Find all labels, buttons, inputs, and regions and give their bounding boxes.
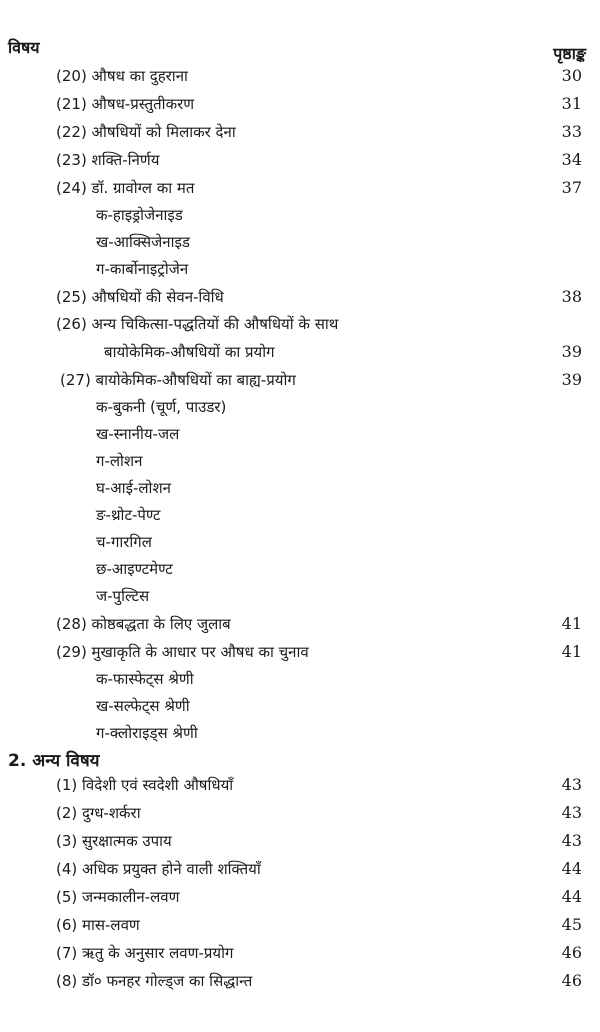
toc-entry-title: (3) सुरक्षात्मक उपाय	[56, 832, 172, 850]
toc-row	[0, 421, 600, 447]
toc-page-number: 37	[561, 178, 582, 197]
toc-entry-title: (21) औषध-प्रस्तुतीकरण	[56, 95, 195, 113]
toc-page-number: 33	[561, 122, 582, 141]
toc-entry-title: ख-आक्सिजेनाइड	[96, 233, 190, 251]
toc-page-number: 38	[561, 287, 582, 306]
toc-page-number: 31	[561, 94, 582, 113]
toc-row	[0, 720, 600, 746]
toc-entry-title: (7) ऋतु के अनुसार लवण-प्रयोग	[56, 944, 234, 962]
toc-entry-title: ख-सल्फेट्स श्रेणी	[96, 697, 190, 715]
toc-page-number: 41	[561, 614, 582, 633]
toc-entry-title: (25) औषधियों की सेवन-विधि	[56, 288, 224, 306]
toc-row	[0, 556, 600, 582]
toc-entry-title: (27) बायोकेमिक-औषधियों का बाह्य-प्रयोग	[60, 371, 296, 389]
toc-page-number: 46	[561, 971, 582, 990]
toc-entry-title: (24) डॉ. ग्रावोग्ल का मत	[56, 179, 195, 197]
toc-entry-title: (1) विदेशी एवं स्वदेशी औषधियाँ	[56, 776, 234, 794]
toc-page-number: 43	[561, 775, 582, 794]
toc-row	[0, 666, 600, 692]
toc-entry-title: बायोकेमिक-औषधियों का प्रयोग	[104, 343, 275, 361]
toc-row	[0, 256, 600, 282]
toc-row	[0, 968, 600, 994]
toc-entry-title: ज-पुल्टिस	[96, 587, 150, 605]
toc-row	[0, 940, 600, 966]
toc-row	[0, 884, 600, 910]
subject-header: विषय	[8, 38, 40, 57]
toc-entry-title: (29) मुखाकृति के आधार पर औषध का चुनाव	[56, 643, 309, 661]
toc-entry-title: (28) कोष्ठबद्धता के लिए जुलाब	[56, 615, 231, 633]
toc-row	[0, 611, 600, 637]
toc-entry-title: (20) औषध का दुहराना	[56, 67, 188, 85]
toc-row	[0, 394, 600, 420]
toc-page-number: 41	[561, 642, 582, 661]
toc-row	[0, 339, 600, 365]
toc-row	[0, 912, 600, 938]
toc-row	[0, 229, 600, 255]
toc-entry-title: (5) जन्मकालीन-लवण	[56, 888, 180, 906]
toc-row	[0, 311, 600, 337]
toc-page-number: 43	[561, 803, 582, 822]
toc-entry-title: ख-स्नानीय-जल	[96, 425, 180, 443]
toc-row	[0, 583, 600, 609]
toc-entry-title: (2) दुग्ध-शर्करा	[56, 804, 141, 822]
toc-page-number: 44	[561, 887, 582, 906]
toc-entry-title: ग-कार्बोनाइट्रोजेन	[96, 260, 189, 278]
page-number-header: पृष्ठाङ्क	[553, 44, 586, 63]
toc-entry-title: च-गारगिल	[96, 533, 152, 551]
toc-page-number: 45	[561, 915, 582, 934]
toc-row	[0, 284, 600, 310]
toc-entry-title: ङ-थ्रोट-पेण्ट	[96, 506, 161, 524]
toc-row	[0, 175, 600, 201]
toc-entry-title: (4) अधिक प्रयुक्त होने वाली शक्तियाँ	[56, 860, 261, 878]
toc-entry-title: (22) औषधियों को मिलाकर देना	[56, 123, 236, 141]
toc-page-number: 34	[561, 150, 582, 169]
toc-row	[0, 800, 600, 826]
toc-row	[0, 63, 600, 89]
toc-row	[0, 202, 600, 228]
toc-entry-title: (26) अन्य चिकित्सा-पद्धतियों की औषधियों के साथ	[56, 315, 339, 333]
toc-row	[0, 119, 600, 145]
toc-entry-title: क-हाइड्रोजेनाइड	[96, 206, 183, 224]
toc-row	[0, 772, 600, 798]
toc-page-number: 43	[561, 831, 582, 850]
toc-row	[0, 448, 600, 474]
toc-row	[0, 147, 600, 173]
toc-row	[0, 856, 600, 882]
toc-entry-title: घ-आई-लोशन	[96, 479, 171, 497]
toc-row	[0, 475, 600, 501]
toc-page-number: 39	[561, 370, 582, 389]
toc-entry-title: छ-आइण्टमेण्ट	[96, 560, 173, 578]
toc-entry-title: क-फास्फेट्स श्रेणी	[96, 670, 194, 688]
toc-entry-title: ग-क्लोराइड्स श्रेणी	[96, 724, 198, 742]
toc-page-number: 39	[561, 342, 582, 361]
toc-entry-title: (6) मास-लवण	[56, 916, 140, 934]
toc-entry-title: (8) डॉ० फनहर गोल्ड्ज का सिद्धान्त	[56, 972, 253, 990]
toc-page-number: 46	[561, 943, 582, 962]
toc-page-number: 44	[561, 859, 582, 878]
toc-entry-title: (23) शक्ति-निर्णय	[56, 151, 160, 169]
toc-page-number: 30	[561, 66, 582, 85]
section-title: 2. अन्य विषय	[8, 751, 100, 771]
toc-row	[0, 91, 600, 117]
toc-entry-title: क-बुकनी (चूर्ण, पाउडर)	[96, 398, 227, 416]
toc-row	[0, 693, 600, 719]
toc-row	[0, 529, 600, 555]
toc-entry-title: ग-लोशन	[96, 452, 143, 470]
toc-row	[0, 502, 600, 528]
toc-row	[0, 639, 600, 665]
toc-row	[0, 828, 600, 854]
toc-row	[0, 367, 600, 393]
